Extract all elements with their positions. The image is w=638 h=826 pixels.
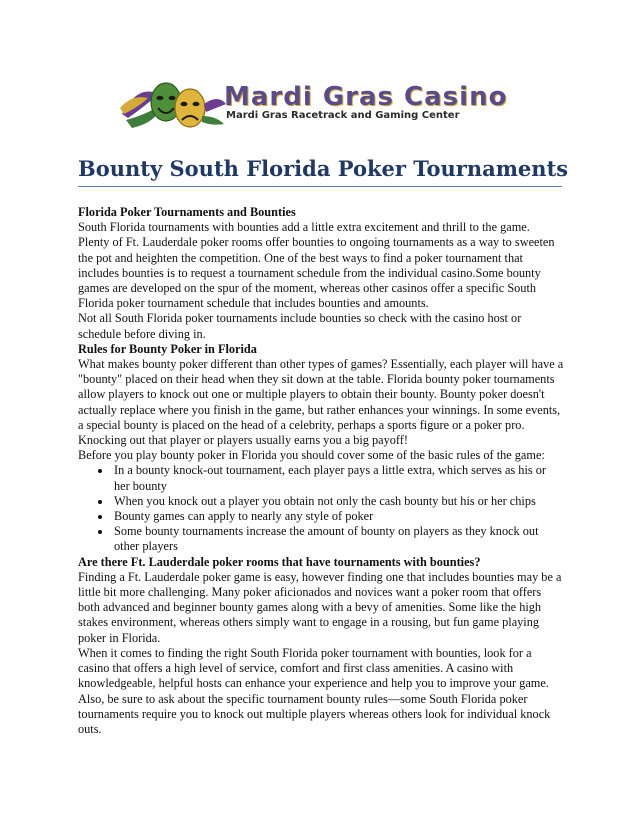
section-heading-bounties: Florida Poker Tournaments and Bounties bbox=[78, 205, 296, 219]
paragraph: What makes bounty poker different than other types of games? Essentially, each player will have a "bounty" placed on their head when they sit down at the table. Florida bounty poker tournaments allow players to knock out one or multiple players to obtain their bounty. Bounty poker doesn't actually replace where you finish in the game, but rather enhances your winnings. In some events, a special bounty is placed on the head of a celebrity, perhaps a sports figure or a poker pro. Knocking out that player or players usually earns you a big payoff! bbox=[78, 357, 564, 448]
paragraph: Before you play bounty poker in Florida you should cover some of the basic rules of the game: bbox=[78, 448, 545, 463]
article-body bbox=[78, 205, 564, 737]
list-item: • When you knock out a player you obtain not only the cash bounty but his or her chips bbox=[112, 494, 564, 509]
paragraph: Finding a Ft. Lauderdale poker game is easy, however finding one that includes bounties may be a little bit more challenging. Many poker aficionados and novices want a poker room that offers both advanced and beginner bounty games along with a bevy of amenities. Some like the high stakes environment, whereas others simply want to engage in a rousing, but fun game playing poker in Florida. bbox=[78, 569, 562, 645]
paragraph: When it comes to finding the right South Florida poker tournament with bounties, look for a casino that offers a high level of service, comfort and first class amenities. A casino with knowledgeable, helpful hosts can enhance your experience and help you to improve your game. Also, be sure to ask about the specific tournament bounty rules—some South Florida poker tournaments require you to knock out multiple players whereas others look for individual knock outs. bbox=[78, 645, 551, 736]
title-underline bbox=[78, 186, 562, 187]
paragraph: Not all South Florida poker tournaments include bounties so check with the casino host or schedule before diving in. bbox=[78, 311, 522, 341]
page-title: Bounty South Florida Poker Tournaments bbox=[78, 156, 569, 181]
logo-subtitle: Mardi Gras Racetrack and Gaming Center bbox=[226, 110, 460, 121]
paragraph: South Florida tournaments with bounties add a little extra excitement and thrill to the game. Plenty of Ft. Lauderdale poker rooms offer bounties to ongoing tournaments as a way to sweeten the pot and heighten the competition. One of the best ways to find a poker tournament that includes bounties is to request a tournament schedule from the individual casino.Some bounty games are developed on the spur of the moment, whereas other casinos offer a specific South Florida poker tournament schedule that includes bounties and amounts. bbox=[78, 220, 555, 311]
list-item: • Bounty games can apply to nearly any style of poker bbox=[112, 509, 564, 524]
logo-name: Mardi Gras Casino bbox=[224, 82, 508, 112]
list-item: • Some bounty tournaments increase the amount of bounty on players as they knock out other players bbox=[112, 524, 564, 554]
rules-list bbox=[78, 463, 564, 554]
masks-icon bbox=[118, 74, 228, 138]
section-heading-rules: Rules for Bounty Poker in Florida bbox=[78, 341, 257, 356]
section-heading-lauderdale: Are there Ft. Lauderdale poker rooms that have tournaments with bounties? bbox=[78, 554, 481, 569]
list-item: • In a bounty knock-out tournament, each player pays a little extra, which serves as his or her bounty bbox=[112, 463, 564, 493]
mardi-gras-casino-logo bbox=[118, 74, 518, 138]
